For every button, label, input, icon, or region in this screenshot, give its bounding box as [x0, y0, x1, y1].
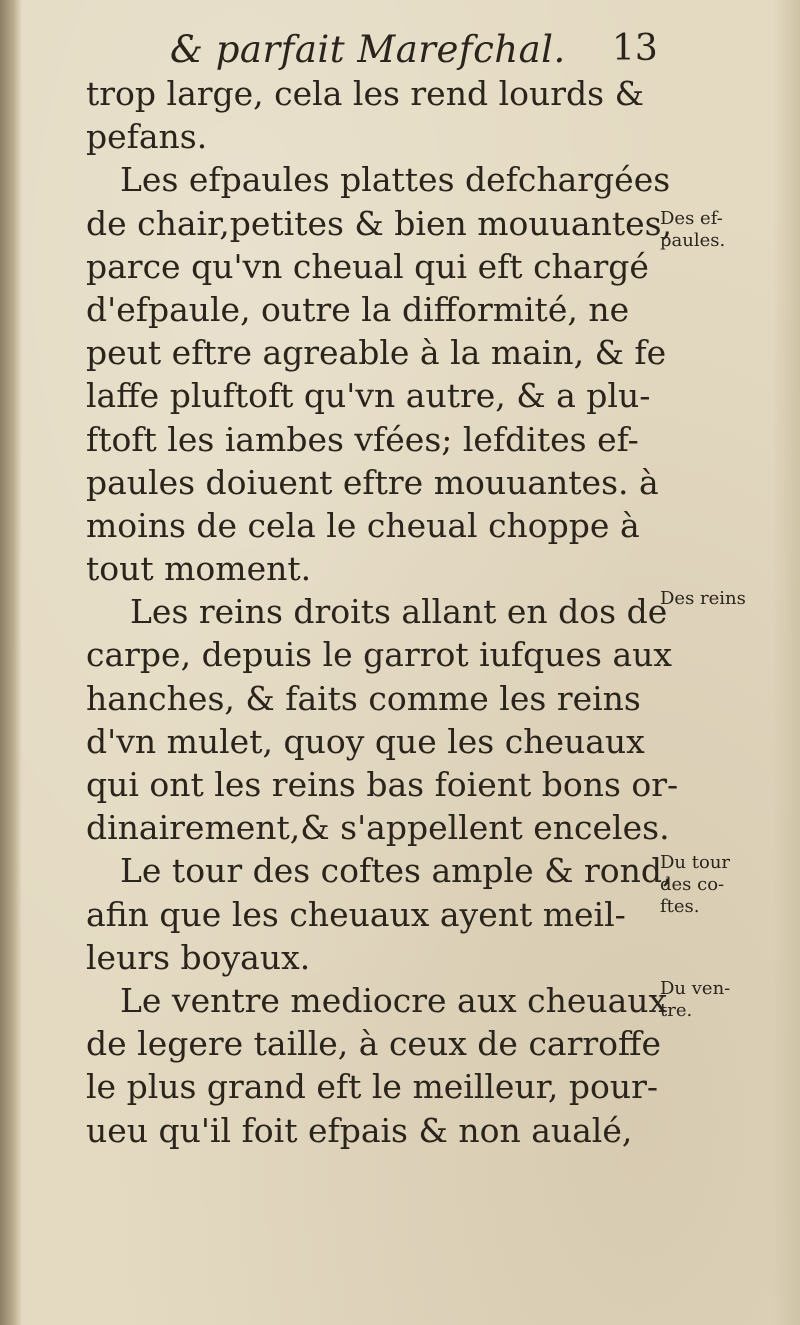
text-line: peut eftre agreable à la main, & fe — [86, 333, 667, 373]
text-line: de legere taille, à ceux de carroffe — [86, 1024, 662, 1064]
margin-note — [660, 852, 730, 918]
margin-note — [660, 978, 730, 1022]
text-line: Les efpaules plattes defchargées — [120, 160, 671, 200]
text-line: tout moment. — [86, 549, 312, 589]
text-line: ftoft les iambes vfées; lefdites ef- — [86, 419, 639, 459]
text-line: afin que les cheuaux ayent meil- — [86, 894, 626, 934]
text-line: hanches, & faits comme les reins — [86, 678, 641, 718]
margin-note-line: Des ef- — [660, 208, 723, 229]
margin-note-line: tre. — [660, 1000, 693, 1021]
page-number: 13 — [612, 28, 658, 69]
margin-note — [660, 588, 746, 610]
text-line: d'vn mulet, quoy que les cheuaux — [86, 721, 645, 761]
text-line: dinairement,& s'appellent enceles. — [86, 808, 670, 848]
text-line: de chair,petites & bien mouuantes, — [86, 203, 673, 243]
text-line: Les reins droits allant en dos de — [130, 592, 668, 632]
margin-note-line: paules. — [660, 230, 726, 251]
margin-note-line: Du ven- — [660, 978, 731, 999]
running-title: & parfait Marefchal. — [170, 28, 566, 71]
text-line: moins de cela le cheual choppe à — [86, 505, 640, 545]
margin-note-line: Du tour — [660, 852, 731, 873]
margin-note-line: des co- — [660, 874, 725, 895]
text-line: pefans. — [86, 117, 208, 157]
text-line: laffe pluftoft qu'vn autre, & a plu- — [86, 376, 651, 416]
text-line: parce qu'vn cheual qui eft chargé — [86, 246, 649, 286]
page-gutter-shadow — [0, 0, 22, 1325]
margin-note-line: ftes. — [660, 896, 700, 917]
margin-note-line: Des reins — [660, 588, 746, 609]
text-line: trop large, cela les rend lourds & — [86, 74, 644, 113]
text-line: carpe, depuis le garrot iufques aux — [86, 635, 673, 675]
text-line: leurs boyaux. — [86, 937, 311, 977]
text-line: le plus grand eft le meilleur, pour- — [86, 1067, 659, 1107]
body-text — [86, 72, 679, 1152]
page-edge — [772, 0, 800, 1325]
text-line: qui ont les reins bas foient bons or- — [86, 765, 679, 804]
text-line: ueu qu'il foit efpais & non aualé, — [86, 1110, 633, 1150]
text-line: Le ventre mediocre aux cheuaux — [120, 980, 668, 1020]
margin-note — [660, 208, 725, 252]
text-line: Le tour des coftes ample & rond, — [120, 851, 673, 891]
text-line: paules doiuent eftre mouuantes. à — [86, 462, 659, 502]
text-line: d'efpaule, outre la difformité, ne — [86, 289, 630, 329]
